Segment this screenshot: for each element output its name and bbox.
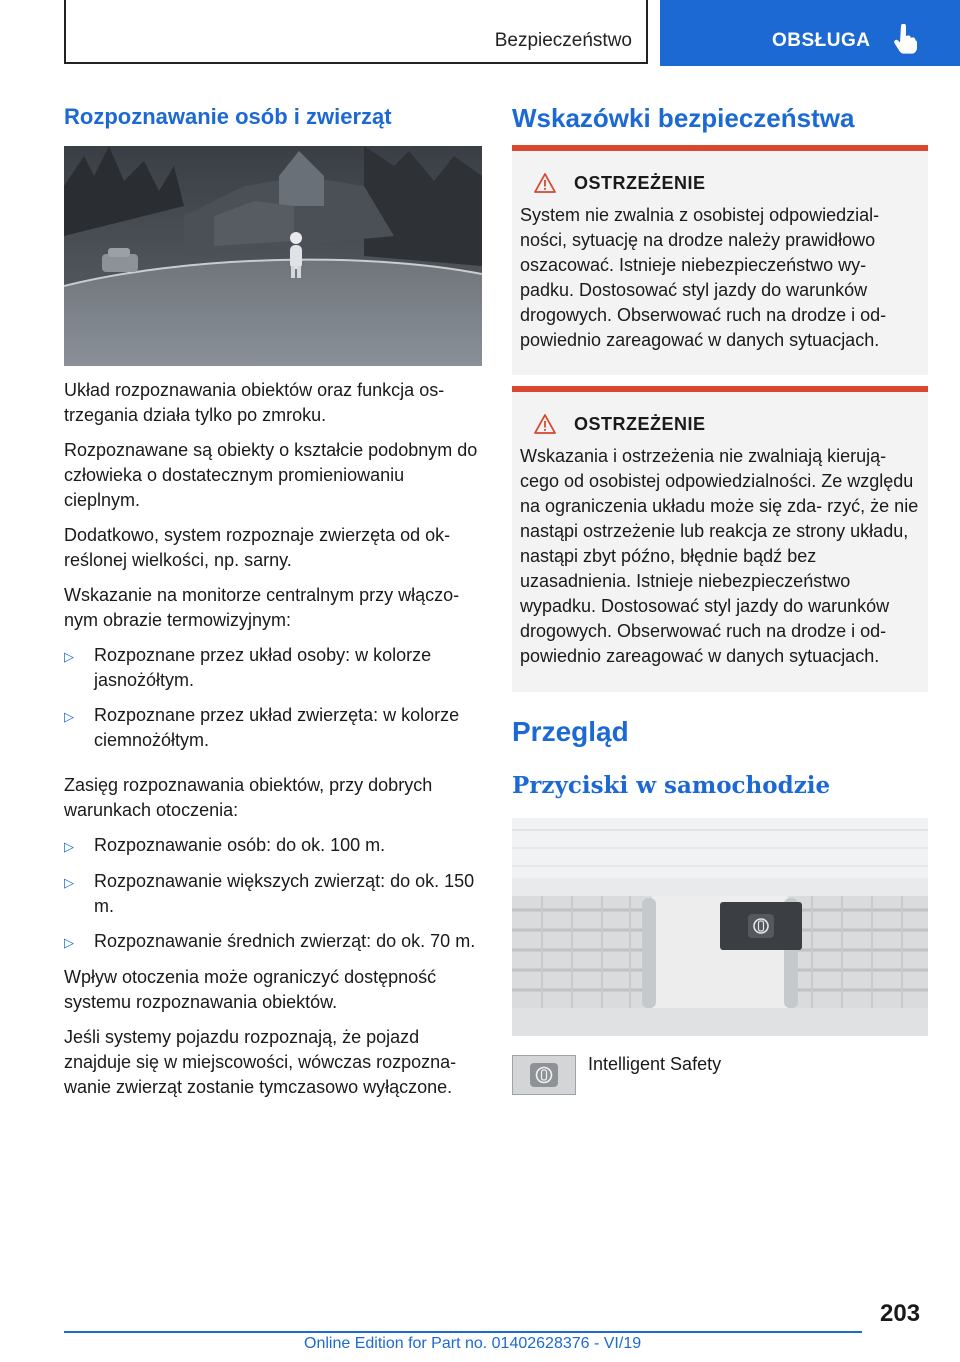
hand-pointer-icon: [892, 24, 918, 54]
page-number: 203: [880, 1300, 921, 1327]
intelligent-safety-button-icon: [512, 1055, 576, 1095]
warning-text: Wskazania i ostrzeżenia nie zwalniają kierują‐ cego od osobistej odpowiedzialności. Ze względu na ograniczenia układu może się zda‐ rzyć, że nie nastąpi ostrzeżenie lub reakcja ze strony układu, nastąpi zbyt późno, błędnie bądź bez uzasadnienia. Istnieje niebezpieczeństwo wypadku. Dostosować styl jazdy do warunków drogowych. Obserwować ruch na drodze i od‐ powiednio zareagować w danych sytuacjach.: [520, 446, 919, 666]
warning-triangle-icon: [534, 173, 556, 193]
list-item: ▷ Rozpoznawanie średnich zwierząt: do ok. 70 m.: [64, 929, 482, 955]
warning-box: [512, 386, 928, 692]
paragraph: Wpływ otoczenia może ograniczyć dostępność systemu rozpoznawania obiektów.: [64, 967, 437, 1012]
section-title: Bezpieczeństwo: [494, 30, 632, 51]
bullet-triangle-icon: ▷: [64, 875, 74, 890]
footer-divider: [64, 1331, 862, 1333]
warning-title: OSTRZEŻENIE: [574, 413, 706, 434]
warning-box: [512, 145, 928, 375]
section-heading-recognition: Rozpoznawanie osób i zwierząt: [64, 104, 392, 129]
paragraph: Jeśli systemy pojazdu rozpoznają, że pojazd znajduje się w miejscowości, wówczas rozpozna‐ wanie zwierząt zostanie tymczasowo wyłączone.: [64, 1027, 457, 1097]
dashboard-buttons-image: [512, 818, 928, 1036]
warning-triangle-icon: [534, 414, 556, 434]
subheading-buttons: Przyciski w samochodzie: [512, 772, 831, 799]
paragraph: Rozpoznawane są obiekty o kształcie podobnym do człowieka o dostatecznym promieniowaniu cieplnym.: [64, 440, 478, 510]
bullet-triangle-icon: ▷: [64, 935, 74, 950]
button-label: Intelligent Safety: [588, 1054, 722, 1074]
paragraph: Układ rozpoznawania obiektów oraz funkcja os‐ trzegania działa tylko po zmroku.: [64, 380, 445, 425]
warning-title: OSTRZEŻENIE: [574, 172, 706, 193]
list-item: ▷ Rozpoznane przez układ zwierzęta: w kolorze ciemnożółtym.: [64, 703, 482, 753]
list-item: ▷ Rozpoznane przez układ osoby: w kolorze jasnożółtym.: [64, 643, 482, 693]
bullet-triangle-icon: ▷: [64, 839, 74, 854]
paragraph: Wskazanie na monitorze centralnym przy włączo‐ nym obrazie termowizyjnym:: [64, 585, 460, 630]
tab-label: OBSŁUGA: [772, 30, 871, 51]
warning-text: System nie zwalnia z osobistej odpowiedzial‐ ności, sytuację na drodze należy prawidłowo oszacować. Istnieje niebezpieczeństwo wy‐ padku. Dostosować styl jazdy do warunków drogowych. Obserwować ruch na drodze i od‐ powiednio zareagować w danych sytuacjach.: [520, 205, 887, 350]
paragraph: Zasięg rozpoznawania obiektów, przy dobrych warunkach otoczenia:: [64, 775, 433, 820]
header-frame: [64, 0, 648, 64]
paragraph: Dodatkowo, system rozpoznaje zwierzęta od ok‐ reślonej wielkości, np. sarny.: [64, 525, 451, 570]
thermal-night-image: [64, 146, 482, 366]
footer-edition: Online Edition for Part no. 01402628376 - VI/19: [304, 1335, 642, 1352]
bullet-triangle-icon: ▷: [64, 709, 74, 724]
list-item: ▷ Rozpoznawanie osób: do ok. 100 m.: [64, 833, 482, 859]
left-body: [64, 378, 482, 1110]
bullet-triangle-icon: ▷: [64, 649, 74, 664]
section-heading-overview: Przegląd: [512, 716, 629, 747]
list-item: ▷ Rozpoznawanie większych zwierząt: do ok. 150 m.: [64, 869, 482, 919]
section-heading-safety: Wskazówki bezpieczeństwa: [512, 103, 855, 133]
